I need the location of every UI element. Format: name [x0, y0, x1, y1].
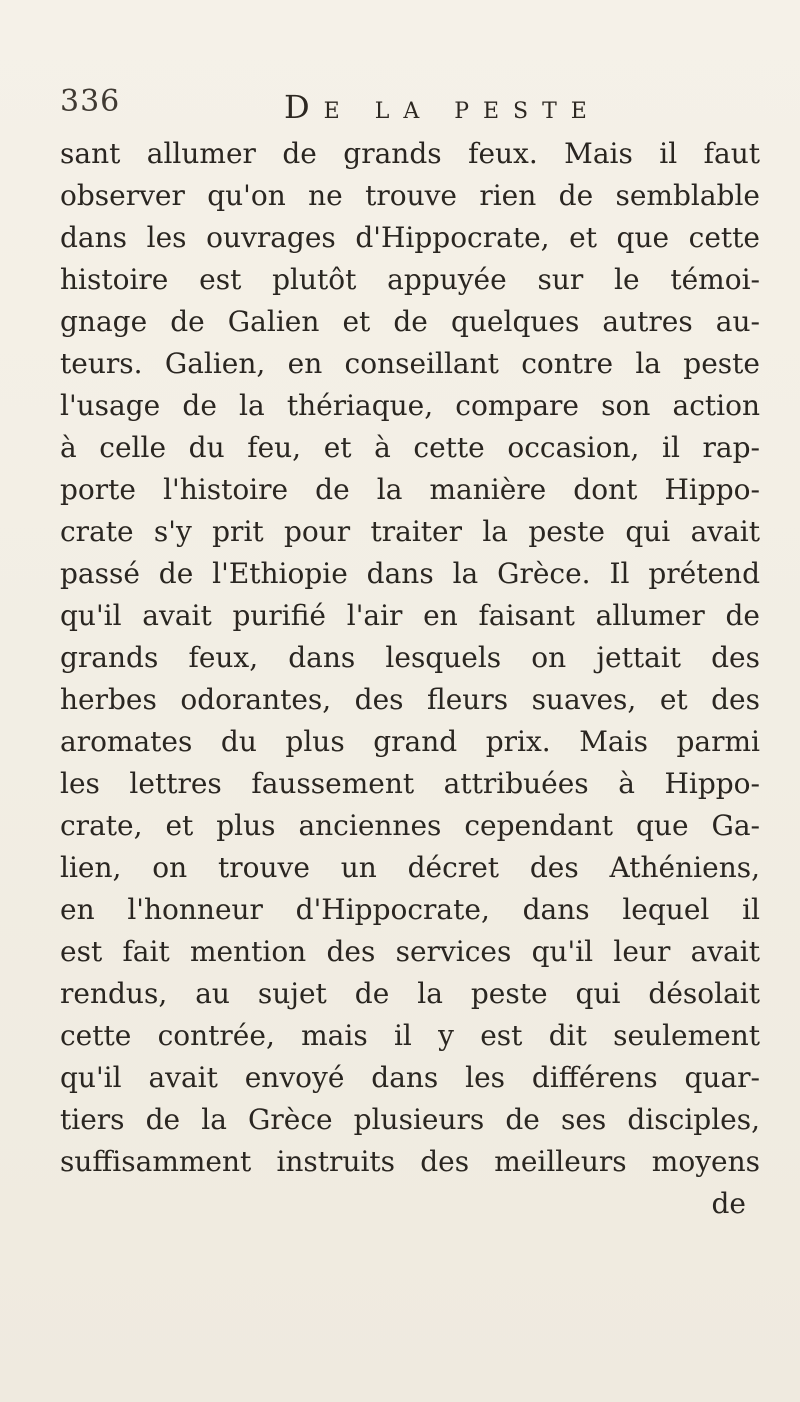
- text-line: cette contrée, mais il y est dit seulement: [60, 1019, 760, 1052]
- text-line: qu'il avait envoyé dans les différens quar-: [60, 1061, 760, 1094]
- text-line: qu'il avait purifié l'air en faisant allumer de: [60, 599, 760, 632]
- text-line: sant allumer de grands feux. Mais il faut: [60, 137, 760, 170]
- text-line: suffisamment instruits des meilleurs moyens: [60, 1145, 760, 1178]
- running-head-initial: D: [284, 88, 324, 126]
- body-text: [60, 133, 760, 1225]
- text-line: crate s'y prit pour traiter la peste qui avait: [60, 515, 760, 548]
- text-line: grands feux, dans lesquels on jettait des: [60, 641, 760, 674]
- text-line: les lettres faussement attribuées à Hippo-: [60, 767, 760, 800]
- text-line: en l'honneur d'Hippocrate, dans lequel il: [60, 893, 760, 926]
- text-line: est fait mention des services qu'il leur avait: [60, 935, 760, 968]
- text-line: aromates du plus grand prix. Mais parmi: [60, 725, 760, 758]
- text-line: histoire est plutôt appuyée sur le témoi-: [60, 263, 760, 296]
- text-line: herbes odorantes, des fleurs suaves, et des: [60, 683, 760, 716]
- running-head-text: E LA PESTE: [323, 99, 601, 124]
- text-line: à celle du feu, et à cette occasion, il rap-: [60, 431, 760, 464]
- text-line: gnage de Galien et de quelques autres au-: [60, 305, 760, 338]
- text-line: teurs. Galien, en conseillant contre la peste: [60, 347, 760, 380]
- text-line: crate, et plus anciennes cependant que Ga-: [60, 809, 760, 842]
- text-line: dans les ouvrages d'Hippocrate, et que cette: [60, 221, 760, 254]
- page-header: [60, 84, 760, 124]
- text-line: observer qu'on ne trouve rien de semblable: [60, 179, 760, 212]
- text-line: l'usage de la thériaque, compare son action: [60, 389, 760, 422]
- page-number: 336: [60, 84, 121, 119]
- text-line: rendus, au sujet de la peste qui désolait: [60, 977, 760, 1010]
- text-line: passé de l'Ethiopie dans la Grèce. Il prétend: [60, 557, 760, 590]
- text-line: lien, on trouve un décret des Athéniens,: [60, 851, 760, 884]
- running-head: [284, 88, 601, 126]
- catchword: de: [711, 1187, 746, 1220]
- text-line: porte l'histoire de la manière dont Hippo-: [60, 473, 760, 506]
- text-line: tiers de la Grèce plusieurs de ses disciples,: [60, 1103, 760, 1136]
